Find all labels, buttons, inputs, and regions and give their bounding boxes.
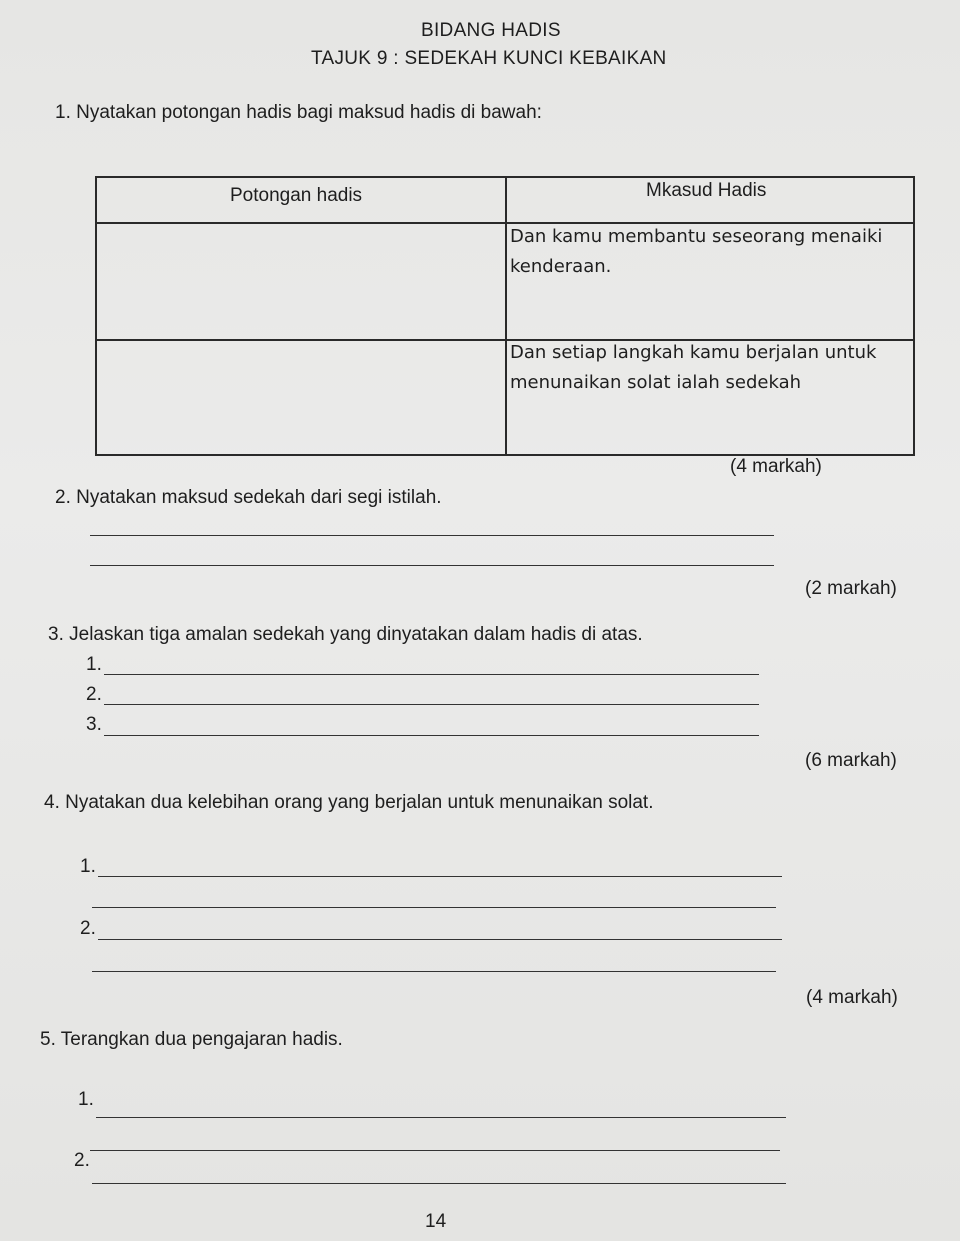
question-1-marks: (4 markah) xyxy=(730,456,822,477)
table-cell-maksud-2: Dan setiap langkah kamu berjalan untuk menunaikan solat ialah sedekah xyxy=(510,342,877,393)
answer-line-q5-1[interactable] xyxy=(96,1117,786,1118)
answer-line-q2-1[interactable] xyxy=(90,535,774,536)
answer-line-q5-3[interactable] xyxy=(92,1183,786,1184)
q4-item-number-2: 2. xyxy=(80,918,96,939)
table-header-maksud: Mkasud Hadis xyxy=(646,180,767,201)
topic-title: TAJUK 9 : SEDEKAH KUNCI KEBAIKAN xyxy=(311,48,667,69)
question-3-text: 3. Jelaskan tiga amalan sedekah yang dinyatakan dalam hadis di atas. xyxy=(48,624,643,645)
table-cell-maksud-1: Dan kamu membantu seseorang menaiki kenderaan. xyxy=(510,226,883,277)
table-cell-potongan-1[interactable] xyxy=(111,226,491,334)
answer-line-q4-3[interactable] xyxy=(98,939,782,940)
q4-item-number-1: 1. xyxy=(80,856,96,877)
q5-item-number-2: 2. xyxy=(74,1150,90,1171)
page-number: 14 xyxy=(425,1211,447,1232)
answer-line-q3-2[interactable] xyxy=(104,704,759,705)
q3-item-number-1: 1. xyxy=(86,654,102,675)
question-2-text: 2. Nyatakan maksud sedekah dari segi istilah. xyxy=(55,487,442,508)
subject-title: BIDANG HADIS xyxy=(421,20,561,41)
answer-line-q2-2[interactable] xyxy=(90,565,774,566)
q3-item-number-3: 3. xyxy=(86,714,102,735)
question-4-marks: (4 markah) xyxy=(806,987,898,1008)
hadis-table xyxy=(95,176,915,456)
table-cell-potongan-2[interactable] xyxy=(111,344,491,449)
question-2-marks: (2 markah) xyxy=(805,578,897,599)
question-3-marks: (6 markah) xyxy=(805,750,897,771)
table-header-potongan: Potongan hadis xyxy=(230,185,363,206)
answer-line-q5-2[interactable] xyxy=(90,1150,780,1151)
question-5-text: 5. Terangkan dua pengajaran hadis. xyxy=(40,1029,343,1050)
answer-line-q3-3[interactable] xyxy=(104,735,759,736)
q5-item-number-1: 1. xyxy=(78,1089,94,1110)
answer-line-q4-1[interactable] xyxy=(98,876,782,877)
question-4-text: 4. Nyatakan dua kelebihan orang yang berjalan untuk menunaikan solat. xyxy=(44,792,654,813)
answer-line-q3-1[interactable] xyxy=(104,674,759,675)
question-1-text: 1. Nyatakan potongan hadis bagi maksud hadis di bawah: xyxy=(55,102,542,123)
table-column-divider xyxy=(505,178,507,454)
answer-line-q4-4[interactable] xyxy=(92,971,776,972)
q3-item-number-2: 2. xyxy=(86,684,102,705)
answer-line-q4-2[interactable] xyxy=(92,907,776,908)
